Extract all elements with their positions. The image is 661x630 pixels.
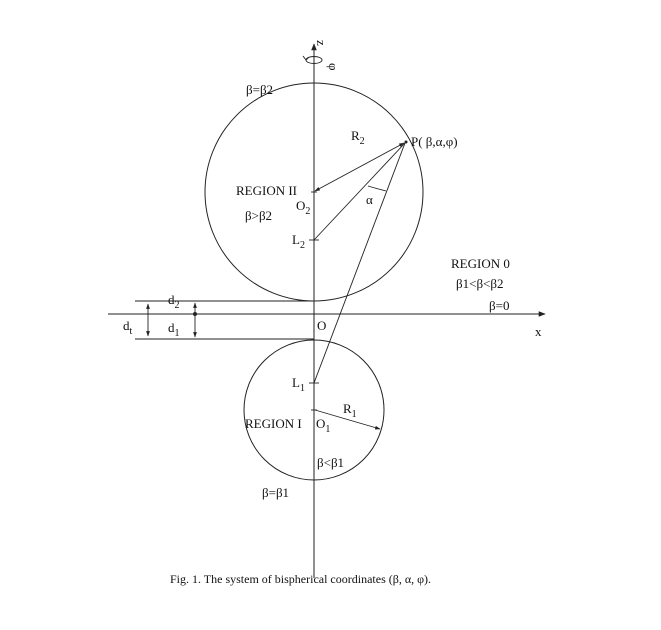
lower-boundary-label: β=β1 [262, 485, 290, 500]
region-ii-condition: β>β2 [245, 208, 273, 223]
r1-label: $R_1$ [343, 401, 357, 420]
x-axis-label: x [535, 324, 542, 339]
radius-r2-line [315, 143, 404, 191]
region-ii-label: REGION II [236, 183, 298, 198]
l2-to-p-line [314, 143, 405, 240]
dt-label: $d_t$ [123, 318, 133, 337]
region-i-condition: β<β1 [317, 455, 345, 470]
z-axis-label: z [314, 40, 329, 46]
plane-point [193, 312, 197, 316]
o2-label: $O_2$ [296, 198, 311, 217]
alpha-angle-arc [368, 186, 386, 191]
plane-beta-zero-label: β=0 [489, 298, 510, 313]
figure-caption: Fig. 1. The system of bispherical coordinates (β, α, φ). [170, 572, 432, 586]
region-i-label: REGION I [245, 416, 302, 431]
upper-boundary-label: β=β2 [246, 82, 274, 97]
origin-label: O [317, 318, 327, 333]
d2-label: $d_2$ [168, 292, 180, 311]
phi-rotation-icon [303, 56, 322, 64]
alpha-label: α [366, 192, 373, 207]
phi-label: φ [326, 63, 341, 71]
point-p-label: P( β,α,φ) [411, 134, 458, 149]
l2-label: $L_2$ [292, 232, 305, 251]
l1-to-p-line [314, 143, 405, 383]
r2-label: $R_2$ [351, 128, 365, 147]
region-0-condition: β1<β<β2 [456, 276, 504, 291]
o1-label: $O_1$ [316, 416, 331, 435]
region-0-label: REGION 0 [451, 256, 510, 271]
d1-label: $d_1$ [168, 320, 180, 339]
l1-label: $L_1$ [292, 375, 305, 394]
